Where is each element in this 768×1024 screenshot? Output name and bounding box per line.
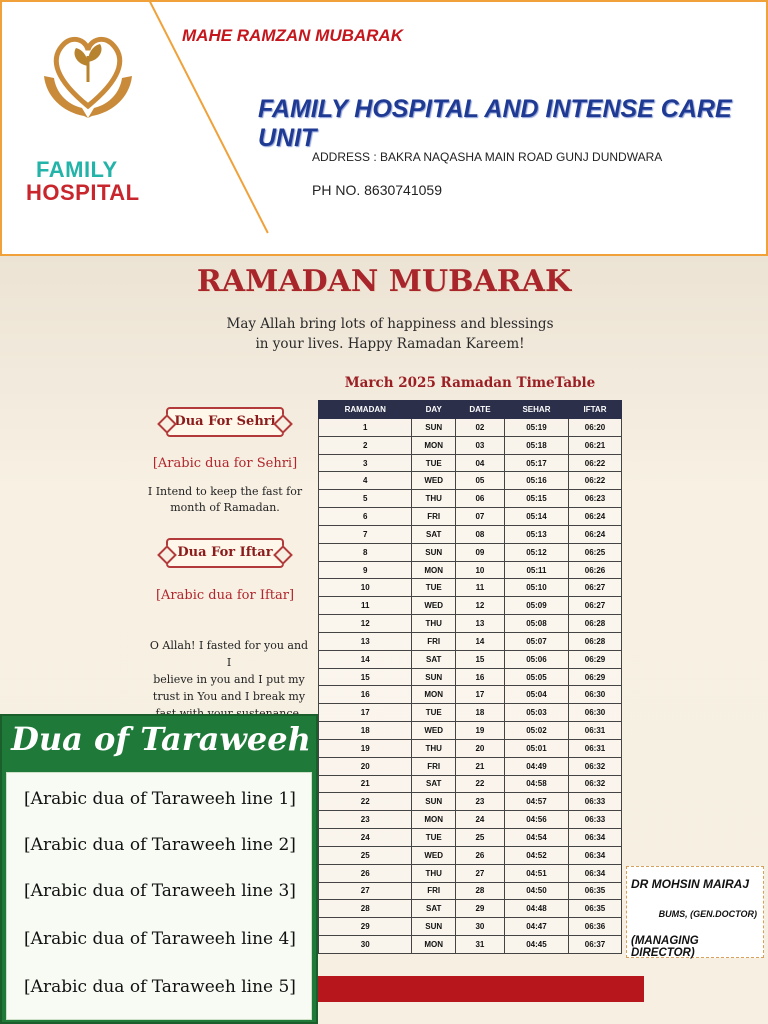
dua-taraweeh-title: Dua of Taraweeh bbox=[11, 720, 311, 758]
table-cell: 5 bbox=[319, 490, 412, 508]
table-row bbox=[319, 490, 622, 508]
table-cell: FRI bbox=[412, 508, 455, 526]
table-cell: 24 bbox=[455, 811, 504, 829]
table-cell: 28 bbox=[455, 882, 504, 900]
greeting-line: in your lives. Happy Ramadan Kareem! bbox=[255, 336, 525, 352]
table-cell: WED bbox=[412, 722, 455, 740]
table-cell: 06 bbox=[455, 490, 504, 508]
translation-line: I Intend to keep the fast for bbox=[147, 485, 303, 498]
table-cell: 12 bbox=[455, 597, 504, 615]
table-cell: 05:18 bbox=[504, 436, 568, 454]
dua-iftar-arabic: [Arabic dua for Iftar] bbox=[155, 588, 295, 603]
table-cell: 05:09 bbox=[504, 597, 568, 615]
table-cell: SUN bbox=[412, 668, 455, 686]
table-row bbox=[319, 846, 622, 864]
table-cell: 04:57 bbox=[504, 793, 568, 811]
table-cell: SAT bbox=[412, 525, 455, 543]
table-cell: 21 bbox=[319, 775, 412, 793]
table-cell: 22 bbox=[455, 775, 504, 793]
dua-sehri-arabic: [Arabic dua for Sehri] bbox=[152, 456, 298, 471]
table-cell: WED bbox=[412, 472, 455, 490]
table-cell: 04:54 bbox=[504, 829, 568, 847]
table-row bbox=[319, 650, 622, 668]
table-cell: SAT bbox=[412, 775, 455, 793]
table-cell: 30 bbox=[455, 918, 504, 936]
table-cell: 6 bbox=[319, 508, 412, 526]
table-row bbox=[319, 436, 622, 454]
table-cell: 10 bbox=[455, 561, 504, 579]
timetable-title: March 2025 Ramadan TimeTable bbox=[344, 375, 596, 391]
table-cell: 23 bbox=[455, 793, 504, 811]
table-cell: 04:51 bbox=[504, 864, 568, 882]
table-cell: 06:35 bbox=[569, 882, 622, 900]
table-cell: 27 bbox=[319, 882, 412, 900]
table-cell: 06:32 bbox=[569, 757, 622, 775]
taraweeh-line: [Arabic dua of Taraweeh line 4] bbox=[24, 929, 296, 949]
table-cell: 05:17 bbox=[504, 454, 568, 472]
dua-iftar-translation bbox=[146, 637, 312, 722]
table-cell: 06:30 bbox=[569, 704, 622, 722]
table-cell: 04:49 bbox=[504, 757, 568, 775]
table-row bbox=[319, 775, 622, 793]
table-cell: SAT bbox=[412, 900, 455, 918]
table-cell: MON bbox=[412, 936, 455, 954]
table-row bbox=[319, 454, 622, 472]
table-row bbox=[319, 918, 622, 936]
hospital-phone: PH NO. 8630741059 bbox=[312, 182, 442, 198]
table-cell: 26 bbox=[319, 864, 412, 882]
table-cell: 06:35 bbox=[569, 900, 622, 918]
table-cell: 16 bbox=[455, 668, 504, 686]
taraweeh-line: [Arabic dua of Taraweeh line 3] bbox=[24, 881, 296, 901]
table-cell: SAT bbox=[412, 650, 455, 668]
table-cell: 04 bbox=[455, 454, 504, 472]
table-cell: 9 bbox=[319, 561, 412, 579]
table-cell: SUN bbox=[412, 543, 455, 561]
table-cell: 04:50 bbox=[504, 882, 568, 900]
table-cell: 06:20 bbox=[569, 419, 622, 437]
table-row bbox=[319, 936, 622, 954]
table-row bbox=[319, 829, 622, 847]
table-cell: SUN bbox=[412, 918, 455, 936]
table-cell: 06:24 bbox=[569, 508, 622, 526]
timetable-column-header: RAMADAN bbox=[319, 401, 412, 419]
table-cell: TUE bbox=[412, 829, 455, 847]
table-cell: SUN bbox=[412, 793, 455, 811]
table-cell: 05:07 bbox=[504, 632, 568, 650]
table-cell: 25 bbox=[319, 846, 412, 864]
table-cell: 05:05 bbox=[504, 668, 568, 686]
table-cell: 04:52 bbox=[504, 846, 568, 864]
table-cell: 06:27 bbox=[569, 597, 622, 615]
table-cell: 06:22 bbox=[569, 454, 622, 472]
table-row bbox=[319, 597, 622, 615]
table-cell: 7 bbox=[319, 525, 412, 543]
timetable-body bbox=[319, 419, 622, 954]
table-cell: 2 bbox=[319, 436, 412, 454]
table-cell: FRI bbox=[412, 757, 455, 775]
table-cell: 05:16 bbox=[504, 472, 568, 490]
table-row bbox=[319, 900, 622, 918]
table-cell: 09 bbox=[455, 543, 504, 561]
table-row bbox=[319, 525, 622, 543]
table-cell: 11 bbox=[455, 579, 504, 597]
timetable-column-header: DATE bbox=[455, 401, 504, 419]
table-cell: 22 bbox=[319, 793, 412, 811]
table-cell: 06:34 bbox=[569, 829, 622, 847]
table-row bbox=[319, 668, 622, 686]
table-cell: TUE bbox=[412, 579, 455, 597]
table-cell: 30 bbox=[319, 936, 412, 954]
table-cell: 07 bbox=[455, 508, 504, 526]
table-row bbox=[319, 793, 622, 811]
table-cell: 04:47 bbox=[504, 918, 568, 936]
translation-line: month of Ramadan. bbox=[170, 501, 280, 514]
table-cell: MON bbox=[412, 436, 455, 454]
taraweeh-line: [Arabic dua of Taraweeh line 1] bbox=[24, 789, 296, 809]
table-cell: 24 bbox=[319, 829, 412, 847]
table-cell: MON bbox=[412, 811, 455, 829]
table-row bbox=[319, 864, 622, 882]
translation-line: trust in You and I break my bbox=[152, 690, 306, 703]
dua-taraweeh-text bbox=[6, 772, 312, 1020]
table-cell: 06:32 bbox=[569, 775, 622, 793]
table-cell: 06:24 bbox=[569, 525, 622, 543]
table-row bbox=[319, 811, 622, 829]
hospital-name: FAMILY HOSPITAL AND INTENSE CARE UNIT bbox=[258, 95, 732, 152]
table-cell: 14 bbox=[455, 632, 504, 650]
poster-greeting bbox=[180, 314, 600, 354]
doctor-card bbox=[626, 866, 764, 958]
taraweeh-line: [Arabic dua of Taraweeh line 2] bbox=[24, 835, 296, 855]
dua-taraweeh-panel bbox=[0, 714, 318, 1024]
table-cell: 02 bbox=[455, 419, 504, 437]
logo-word-hospital: HOSPITAL bbox=[26, 180, 140, 205]
timetable-column-header: IFTAR bbox=[569, 401, 622, 419]
table-row bbox=[319, 472, 622, 490]
table-cell: 25 bbox=[455, 829, 504, 847]
table-cell: FRI bbox=[412, 632, 455, 650]
timetable-header-row bbox=[319, 401, 622, 419]
doctor-role: (MANAGING DIRECTOR) bbox=[631, 935, 699, 959]
table-cell: 16 bbox=[319, 686, 412, 704]
table-cell: 06:21 bbox=[569, 436, 622, 454]
table-cell: TUE bbox=[412, 704, 455, 722]
dua-sehri-translation bbox=[140, 484, 310, 516]
header-tagline: MAHE RAMZAN MUBARAK bbox=[182, 26, 403, 45]
table-cell: 18 bbox=[319, 722, 412, 740]
table-cell: 06:29 bbox=[569, 650, 622, 668]
table-cell: THU bbox=[412, 739, 455, 757]
table-cell: 06:37 bbox=[569, 936, 622, 954]
table-row bbox=[319, 704, 622, 722]
timetable-column-header: DAY bbox=[412, 401, 455, 419]
table-row bbox=[319, 686, 622, 704]
table-cell: 29 bbox=[455, 900, 504, 918]
table-cell: 06:27 bbox=[569, 579, 622, 597]
table-cell: 17 bbox=[319, 704, 412, 722]
dua-sehri-label: Dua For Sehri bbox=[166, 407, 284, 437]
table-row bbox=[319, 543, 622, 561]
table-cell: 03 bbox=[455, 436, 504, 454]
timetable-column-header: SEHAR bbox=[504, 401, 568, 419]
table-cell: 18 bbox=[455, 704, 504, 722]
table-row bbox=[319, 882, 622, 900]
table-row bbox=[319, 722, 622, 740]
table-cell: 05:15 bbox=[504, 490, 568, 508]
table-row bbox=[319, 419, 622, 437]
table-cell: 06:26 bbox=[569, 561, 622, 579]
table-cell: 06:33 bbox=[569, 793, 622, 811]
table-cell: 29 bbox=[319, 918, 412, 936]
taraweeh-line: [Arabic dua of Taraweeh line 5] bbox=[24, 977, 296, 997]
hospital-header bbox=[0, 0, 768, 256]
table-row bbox=[319, 739, 622, 757]
greeting-line: May Allah bring lots of happiness and blessings bbox=[226, 316, 554, 332]
table-cell: MON bbox=[412, 686, 455, 704]
table-cell: 20 bbox=[455, 739, 504, 757]
table-cell: 05:04 bbox=[504, 686, 568, 704]
table-cell: 06:34 bbox=[569, 846, 622, 864]
table-cell: 4 bbox=[319, 472, 412, 490]
translation-line: believe in you and I put my bbox=[153, 673, 305, 686]
table-cell: 06:34 bbox=[569, 864, 622, 882]
table-cell: 06:36 bbox=[569, 918, 622, 936]
table-cell: 17 bbox=[455, 686, 504, 704]
table-cell: 05:10 bbox=[504, 579, 568, 597]
table-cell: 04:45 bbox=[504, 936, 568, 954]
timetable-table bbox=[318, 400, 622, 954]
table-cell: SUN bbox=[412, 419, 455, 437]
table-cell: 08 bbox=[455, 525, 504, 543]
table-cell: WED bbox=[412, 597, 455, 615]
heart-hands-leaf-icon bbox=[36, 20, 140, 124]
table-cell: 05 bbox=[455, 472, 504, 490]
logo-word-family: FAMILY bbox=[36, 157, 118, 182]
table-cell: THU bbox=[412, 615, 455, 633]
table-cell: 20 bbox=[319, 757, 412, 775]
doctor-name: DR MOHSIN MAIRAJ bbox=[631, 877, 750, 891]
hospital-address: ADDRESS : BAKRA NAQASHA MAIN ROAD GUNJ DUNDWARA bbox=[312, 150, 663, 164]
table-cell: 19 bbox=[455, 722, 504, 740]
translation-line: O Allah! I fasted for you and I bbox=[149, 639, 309, 669]
table-cell: 05:11 bbox=[504, 561, 568, 579]
dua-iftar-label: Dua For Iftar bbox=[166, 538, 284, 568]
table-cell: 06:29 bbox=[569, 668, 622, 686]
table-cell: 06:30 bbox=[569, 686, 622, 704]
table-cell: 05:03 bbox=[504, 704, 568, 722]
table-cell: 05:14 bbox=[504, 508, 568, 526]
table-cell: 13 bbox=[319, 632, 412, 650]
table-cell: FRI bbox=[412, 882, 455, 900]
table-cell: THU bbox=[412, 864, 455, 882]
table-cell: 06:31 bbox=[569, 739, 622, 757]
table-cell: 04:58 bbox=[504, 775, 568, 793]
table-cell: 04:56 bbox=[504, 811, 568, 829]
table-cell: 31 bbox=[455, 936, 504, 954]
table-cell: 06:22 bbox=[569, 472, 622, 490]
table-cell: 26 bbox=[455, 846, 504, 864]
doctor-qualification: BUMS, (GEN.DOCTOR) bbox=[658, 909, 757, 919]
table-cell: 13 bbox=[455, 615, 504, 633]
footer-bar bbox=[318, 976, 644, 1002]
table-cell: 06:28 bbox=[569, 632, 622, 650]
table-cell: 21 bbox=[455, 757, 504, 775]
table-cell: 04:48 bbox=[504, 900, 568, 918]
table-row bbox=[319, 579, 622, 597]
table-cell: 27 bbox=[455, 864, 504, 882]
table-cell: 14 bbox=[319, 650, 412, 668]
table-cell: 05:13 bbox=[504, 525, 568, 543]
table-row bbox=[319, 508, 622, 526]
table-cell: 05:02 bbox=[504, 722, 568, 740]
table-cell: WED bbox=[412, 846, 455, 864]
table-cell: TUE bbox=[412, 454, 455, 472]
table-cell: 12 bbox=[319, 615, 412, 633]
poster-title: RAMADAN MUBARAK bbox=[196, 264, 572, 299]
table-cell: 28 bbox=[319, 900, 412, 918]
table-cell: 06:25 bbox=[569, 543, 622, 561]
table-cell: 06:23 bbox=[569, 490, 622, 508]
table-cell: 19 bbox=[319, 739, 412, 757]
table-cell: 05:01 bbox=[504, 739, 568, 757]
table-cell: 23 bbox=[319, 811, 412, 829]
table-row bbox=[319, 757, 622, 775]
table-cell: 8 bbox=[319, 543, 412, 561]
table-cell: MON bbox=[412, 561, 455, 579]
table-cell: 1 bbox=[319, 419, 412, 437]
table-cell: 3 bbox=[319, 454, 412, 472]
table-cell: 15 bbox=[319, 668, 412, 686]
table-cell: 06:33 bbox=[569, 811, 622, 829]
table-cell: 10 bbox=[319, 579, 412, 597]
table-row bbox=[319, 615, 622, 633]
table-row bbox=[319, 632, 622, 650]
table-cell: 15 bbox=[455, 650, 504, 668]
table-cell: 11 bbox=[319, 597, 412, 615]
table-cell: 05:19 bbox=[504, 419, 568, 437]
table-cell: 05:08 bbox=[504, 615, 568, 633]
table-cell: 05:06 bbox=[504, 650, 568, 668]
table-cell: THU bbox=[412, 490, 455, 508]
table-cell: 06:31 bbox=[569, 722, 622, 740]
table-row bbox=[319, 561, 622, 579]
table-cell: 05:12 bbox=[504, 543, 568, 561]
table-cell: 06:28 bbox=[569, 615, 622, 633]
ramadan-timetable bbox=[318, 400, 622, 954]
